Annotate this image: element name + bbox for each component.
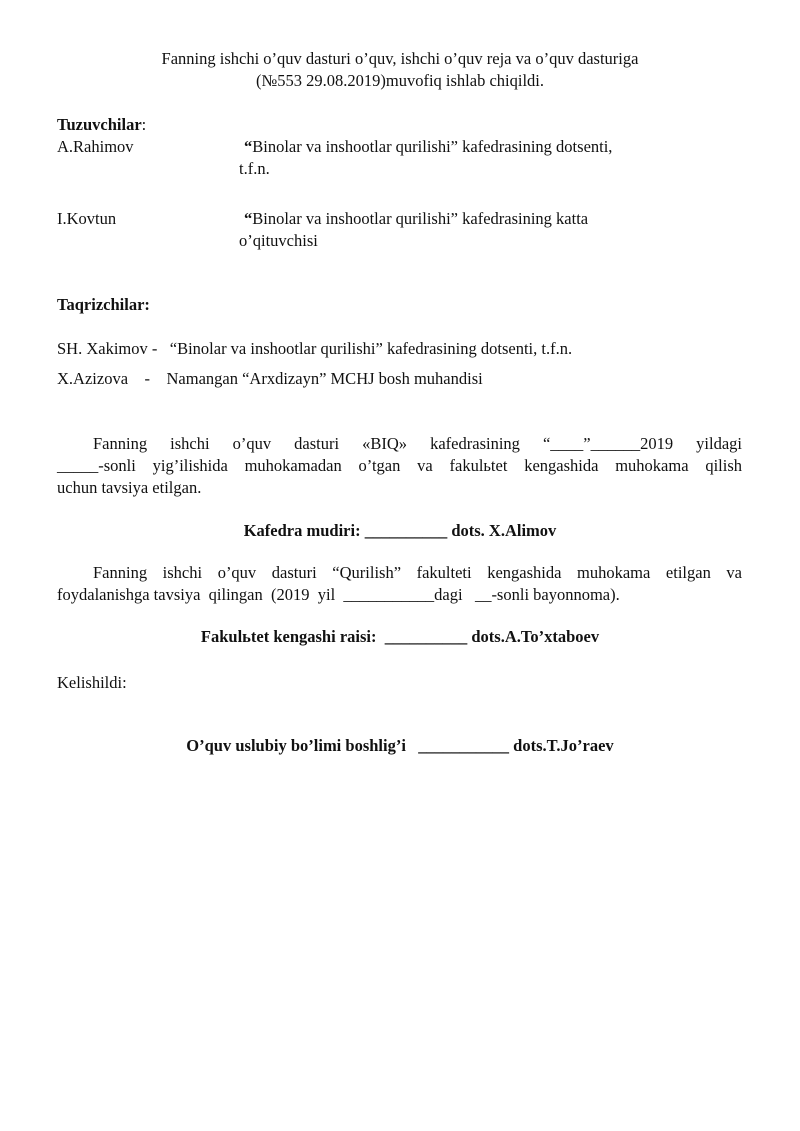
author-role-2-line-2: o’qituvchisi [239, 231, 318, 250]
reviewers-heading: Taqrizchilar: [57, 295, 150, 314]
author-role-2-quote: “ [244, 209, 253, 228]
author-role-1-line-1 [244, 136, 612, 158]
methodology-head-signature: O’quv uslubiy bo’limi boshlig’i ___________ dots.T.Jo’raev [186, 736, 614, 755]
agreed-label: Kelishildi: [57, 673, 127, 692]
faculty-approval-line-1: Fanning ishchi o’quv dasturi “Qurilish” fakulteti kengashida muhokama etilgan va [93, 563, 742, 582]
reviewer-2: X.Azizova - Namangan “Arxdizayn” MCHJ bosh muhandisi [57, 369, 483, 388]
faculty-approval-line-2: foydalanishga tavsiya qilingan (2019 yil ___________dagi __-sonli bayonnoma). [57, 585, 620, 604]
author-role-1-line-2: t.f.n. [239, 159, 270, 178]
department-approval-line-2: _____-sonli yig’ilishida muhokamadan o’tgan va fakulьtet kengashida muhokama qilish [57, 456, 742, 475]
faculty-head-signature: Fakulьtet kengashi raisi: __________ dots.A.To’xtaboev [200, 627, 600, 646]
author-role-2-line-1 [244, 208, 588, 230]
authors-heading-text: Tuzuvchilar [57, 115, 142, 134]
header-line-2: (№553 29.08.2019)muvofiq ishlab chiqildi. [256, 71, 544, 90]
header-line-1: Fanning ishchi o’quv dasturi o’quv, ishchi o’quv reja va o’quv dasturiga [161, 49, 639, 68]
authors-heading-colon: : [141, 115, 147, 134]
author-role-1-text: Binolar va inshootlar qurilishi” kafedrasining dotsenti, [252, 137, 613, 156]
author-role-1-quote: “ [244, 137, 253, 156]
department-approval-line-1: Fanning ishchi o’quv dasturi «BIQ» kafedrasining “____”______2019 yildagi [93, 434, 742, 453]
department-approval-line-3: uchun tavsiya etilgan. [57, 478, 202, 497]
author-name-2: I.Kovtun [57, 209, 117, 228]
authors-heading [57, 114, 146, 136]
department-head-signature: Kafedra mudiri: __________ dots. X.Alimov [243, 521, 557, 540]
author-name-1: A.Rahimov [57, 137, 134, 156]
author-role-2-text: Binolar va inshootlar qurilishi” kafedrasining katta [252, 209, 589, 228]
reviewer-1: SH. Xakimov - “Binolar va inshootlar qurilishi” kafedrasining dotsenti, t.f.n. [57, 339, 573, 358]
